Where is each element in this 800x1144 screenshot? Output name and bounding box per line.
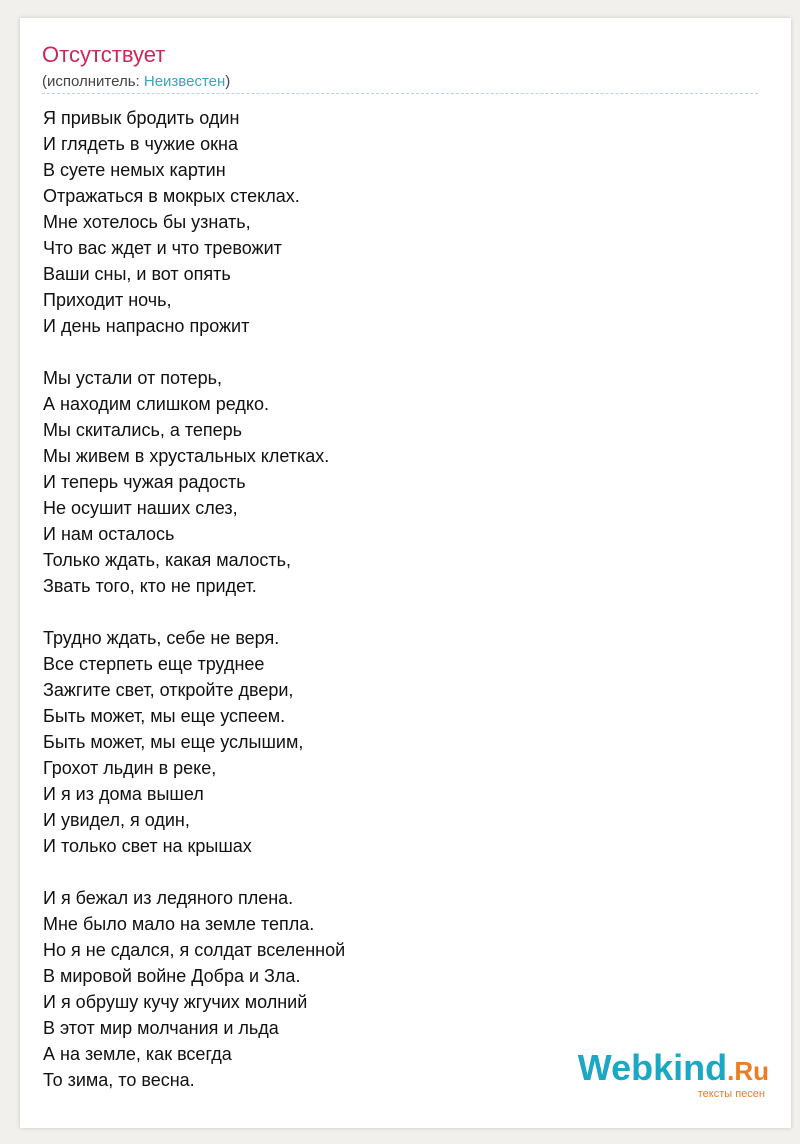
- lyric-line: Не осушит наших слез,: [43, 498, 238, 518]
- lyric-line: И день напрасно прожит: [43, 316, 250, 336]
- lyric-line: Быть может, мы еще успеем.: [43, 706, 286, 726]
- lyric-line: Мы устали от потерь,: [43, 368, 223, 388]
- lyric-line: А на земле, как всегда: [43, 1044, 232, 1064]
- lyric-line: И только свет на крышах: [43, 836, 252, 856]
- lyric-line: А находим слишком редко.: [43, 394, 269, 414]
- lyric-line: Звать того, кто не придет.: [43, 576, 257, 596]
- lyric-line: Что вас ждет и что тревожит: [43, 238, 282, 258]
- lyrics-text: [43, 105, 345, 1119]
- logo-brand: Webkind: [577, 1047, 728, 1088]
- lyric-line: И теперь чужая радость: [43, 472, 246, 492]
- song-title: Отсутствует: [42, 42, 166, 67]
- lyric-line: Трудно ждать, себе не веря.: [43, 628, 280, 648]
- logo-tagline: тексты песен: [697, 1088, 765, 1100]
- artist-link[interactable]: Неизвестен: [143, 73, 226, 90]
- lyric-line: В этот мир молчания и льда: [43, 1018, 279, 1038]
- lyric-line: И я из дома вышел: [43, 784, 204, 804]
- lyric-line: Только ждать, какая малость,: [43, 550, 291, 570]
- title-divider: [42, 93, 758, 94]
- lyric-line: В мировой войне Добра и Зла.: [43, 966, 301, 986]
- lyric-line: Я привык бродить один: [43, 108, 240, 128]
- logo-tld: .Ru: [727, 1056, 769, 1086]
- lyric-line: Быть может, мы еще услышим,: [43, 732, 304, 752]
- lyric-line: И я бежал из ледяного плена.: [43, 888, 294, 908]
- lyrics-stanza: [43, 105, 345, 339]
- lyric-line: Мы живем в хрустальных клетках.: [43, 446, 330, 466]
- lyric-line: Зажгите свет, откройте двери,: [43, 680, 294, 700]
- lyric-line: Отражаться в мокрых стеклах.: [43, 186, 300, 206]
- lyrics-stanza: [43, 625, 345, 859]
- lyric-line: Мне хотелось бы узнать,: [43, 212, 251, 232]
- lyric-line: И увидел, я один,: [43, 810, 190, 830]
- lyric-line: Приходит ночь,: [43, 290, 172, 310]
- lyric-line: И нам осталось: [43, 524, 175, 544]
- lyric-line: Все стерпеть еще труднее: [43, 654, 265, 674]
- lyrics-stanza: [43, 365, 345, 599]
- lyric-line: И я обрушу кучу жгучих молний: [43, 992, 308, 1012]
- lyric-line: Ваши сны, и вот опять: [43, 264, 231, 284]
- page-sheet: [20, 18, 791, 1128]
- artist-suffix: ): [225, 73, 231, 90]
- lyric-line: Мне было мало на земле тепла.: [43, 914, 315, 934]
- lyric-line: Мы скитались, а теперь: [43, 420, 243, 440]
- logo-wordmark: [578, 1046, 769, 1093]
- lyric-line: И глядеть в чужие окна: [43, 134, 238, 154]
- lyric-line: То зима, то весна.: [43, 1070, 195, 1090]
- artist-prefix: (исполнитель:: [42, 73, 144, 90]
- site-logo[interactable]: [569, 1046, 769, 1106]
- lyrics-stanza: [43, 885, 345, 1093]
- lyric-line: Грохот льдин в реке,: [43, 758, 217, 778]
- lyric-line: В суете немых картин: [43, 160, 226, 180]
- artist-line: [42, 73, 230, 90]
- lyric-line: Но я не сдался, я солдат вселенной: [43, 940, 346, 960]
